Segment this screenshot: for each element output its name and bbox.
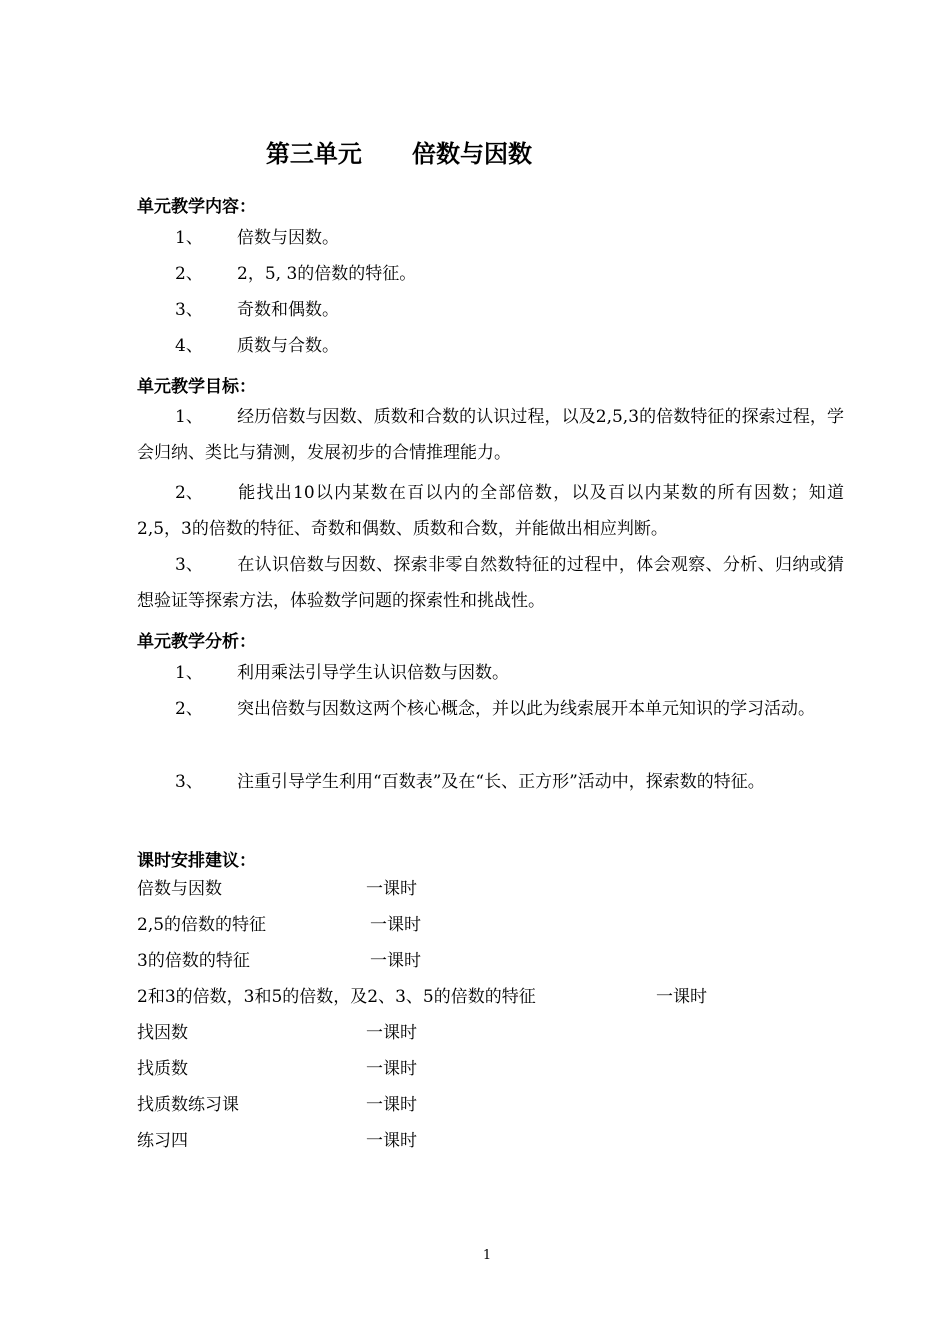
- schedule-row: [137, 871, 417, 907]
- item-text: 倍数与因数。: [237, 228, 339, 248]
- analysis-item: [137, 691, 844, 727]
- analysis-item: [137, 764, 844, 800]
- schedule-topic: 2和3的倍数，3和5的倍数，及2、3、5的倍数的特征: [137, 987, 536, 1007]
- schedule-row: [137, 1015, 417, 1051]
- item-text: 注重引导学生利用“百数表”及在“长、正方形”活动中，探索数的特征。: [237, 772, 765, 792]
- item-text: 奇数和偶数。: [237, 300, 339, 320]
- schedule-row: [137, 943, 421, 979]
- item-number: 2、: [175, 699, 203, 719]
- goals-heading: 单元教学目标：: [137, 377, 256, 397]
- item-text: 利用乘法引导学生认识倍数与因数。: [237, 663, 509, 683]
- item-number: 1、: [175, 228, 203, 248]
- goal-item: [137, 547, 844, 619]
- content-item: [137, 256, 844, 292]
- schedule-topic: 2,5的倍数的特征: [137, 915, 267, 935]
- page-number: 1: [482, 1248, 492, 1263]
- content-item: [137, 328, 844, 364]
- schedule-hours: 一课时: [366, 1095, 417, 1115]
- item-text: 质数与合数。: [237, 336, 339, 356]
- content-item: [137, 292, 844, 328]
- item-number: 1、: [175, 663, 203, 683]
- page-title: 第三单元 倍数与因数: [265, 140, 533, 168]
- schedule-heading: 课时安排建议：: [137, 851, 256, 871]
- schedule-hours: 一课时: [366, 1023, 417, 1043]
- analysis-item: [137, 655, 844, 691]
- schedule-hours: 一课时: [656, 987, 707, 1007]
- schedule-hours: 一课时: [370, 915, 421, 935]
- schedule-hours: 一课时: [366, 879, 417, 899]
- item-text: 在认识倍数与因数、探索非零自然数特征的过程中，体会观察、分析、归纳或猜想验证等探索方法，体验数学问题的探索性和挑战性。: [137, 555, 844, 611]
- schedule-topic: 找因数: [137, 1023, 188, 1043]
- item-number: 2、: [175, 264, 203, 284]
- item-number: 4、: [175, 336, 203, 356]
- item-number: 3、: [175, 300, 203, 320]
- item-text: 突出倍数与因数这两个核心概念，并以此为线索展开本单元知识的学习活动。: [237, 699, 815, 719]
- schedule-row: [137, 979, 707, 1015]
- goal-item: [137, 475, 844, 547]
- schedule-topic: 练习四: [137, 1131, 188, 1151]
- item-number: 3、: [175, 555, 203, 575]
- schedule-row: [137, 907, 421, 943]
- schedule-topic: 找质数: [137, 1059, 188, 1079]
- analysis-heading: 单元教学分析：: [137, 632, 256, 652]
- item-number: 3、: [175, 772, 203, 792]
- schedule-topic: 倍数与因数: [137, 879, 222, 899]
- schedule-hours: 一课时: [366, 1059, 417, 1079]
- item-text: 经历倍数与因数、质数和合数的认识过程，以及2,5,3的倍数特征的探索过程，学会归纳、类比与猜测，发展初步的合情推理能力。: [137, 407, 844, 463]
- schedule-row: [137, 1087, 417, 1123]
- schedule-row: [137, 1051, 417, 1087]
- content-heading: 单元教学内容：: [137, 197, 256, 217]
- item-text: 2，5, 3的倍数的特征。: [237, 264, 417, 284]
- item-number: 2、: [175, 483, 203, 503]
- item-number: 1、: [175, 407, 203, 427]
- schedule-row: [137, 1123, 417, 1159]
- schedule-hours: 一课时: [366, 1131, 417, 1151]
- content-item: [137, 220, 844, 256]
- item-text: 能找出10以内某数在百以内的全部倍数，以及百以内某数的所有因数；知道2,5，3的倍数的特征、奇数和偶数、质数和合数，并能做出相应判断。: [137, 483, 844, 539]
- schedule-topic: 找质数练习课: [137, 1095, 239, 1115]
- schedule-topic: 3的倍数的特征: [137, 951, 250, 971]
- schedule-hours: 一课时: [370, 951, 421, 971]
- goal-item: [137, 399, 844, 471]
